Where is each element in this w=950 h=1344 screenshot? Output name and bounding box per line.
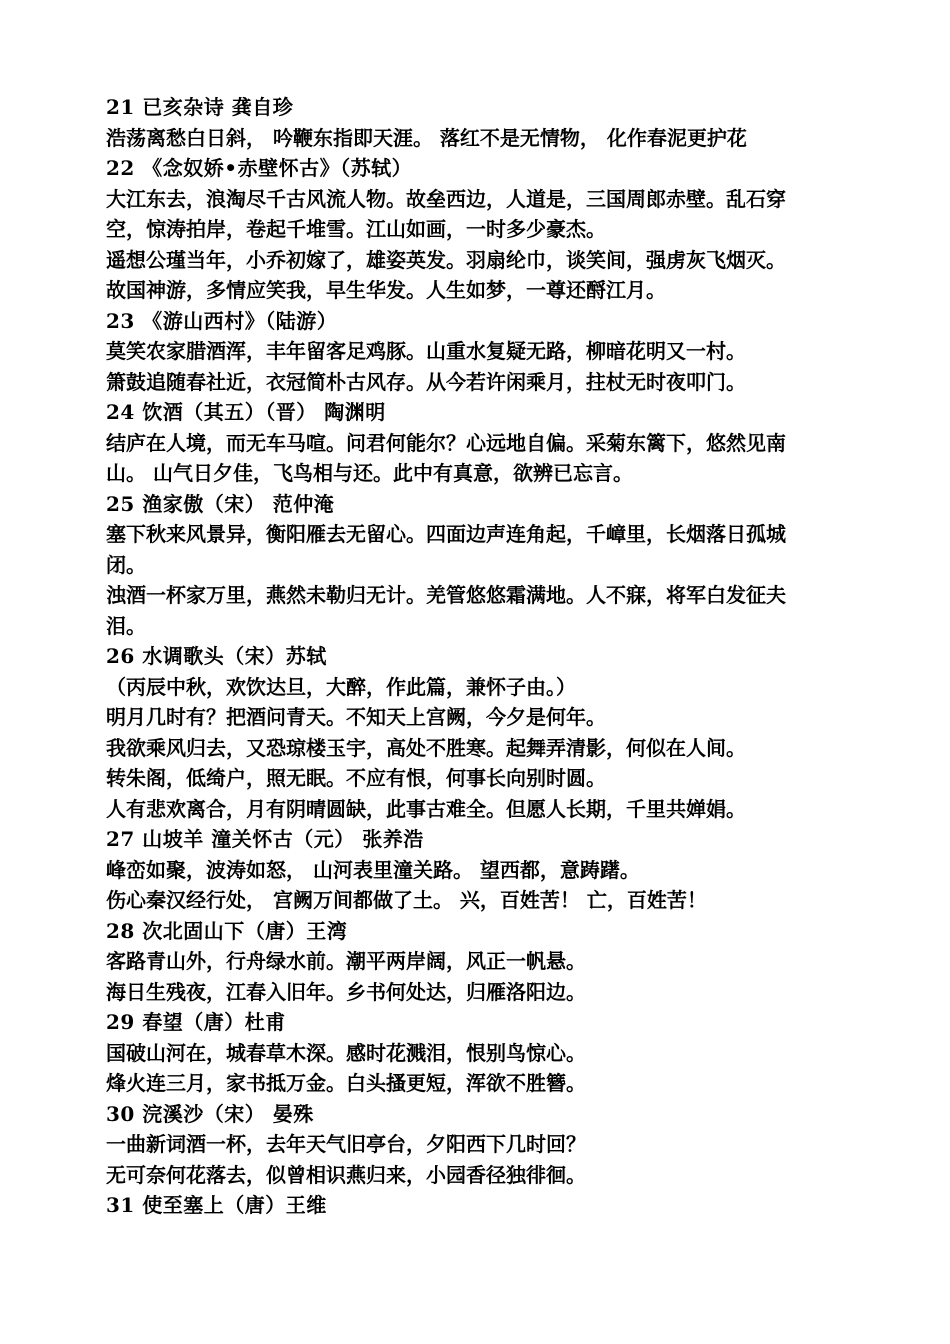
line-22: 转朱阁，低绮户，照无眠。不应有恨，何事长向别时圆。	[106, 766, 606, 790]
line-7: 23 《游山西村》（陆游）	[106, 308, 338, 333]
line-26: 伤心秦汉经行处， 宫阙万间都做了土。 兴，百姓苦！ 亡，百姓苦！	[106, 888, 707, 912]
line-18: 26 水调歌头（宋）苏轼	[106, 644, 327, 668]
line-9: 箫鼓追随春社近，衣冠简朴古风存。从今若许闲乘月，拄杖无时夜叩门。	[106, 369, 746, 394]
line-31: 国破山河在，城春草木深。感时花溅泪，恨别鸟惊心。	[106, 1040, 586, 1065]
line-32: 烽火连三月，家书抵万金。白头搔更短，浑欲不胜簪。	[106, 1071, 586, 1095]
line-27: 28 次北固山下（唐）王湾	[106, 918, 348, 943]
line-1: 浩荡离愁白日斜， 吟鞭东指即天涯。 落红不是无情物， 化作春泥更护花	[106, 125, 747, 150]
line-20: 明月几时有？把酒问青天。不知天上宫阙，今夕是何年。	[106, 705, 606, 729]
document-page	[106, 92, 876, 1221]
line-12: 山。 山气日夕佳，飞鸟相与还。此中有真意，欲辨已忘言。	[106, 461, 633, 485]
line-11: 结庐在人境，而无车马喧。问君何能尔？心远地自偏。采菊东篱下，悠然见南	[106, 430, 786, 455]
line-24: 27 山坡羊 潼关怀古（元） 张养浩	[106, 827, 424, 851]
line-36: 31 使至塞上（唐）王维	[106, 1193, 327, 1217]
line-25: 峰峦如聚，波涛如怒， 山河表里潼关路。 望西都，意踌躇。	[106, 857, 640, 882]
line-5: 遥想公瑾当年，小乔初嫁了，雄姿英发。羽扇纶巾，谈笑间，强虏灰飞烟灭。	[106, 247, 786, 272]
line-34: 一曲新词酒一杯，去年天气旧亭台，夕阳西下几时回？	[106, 1132, 586, 1156]
line-30: 29 春望（唐）杜甫	[106, 1010, 286, 1034]
line-28: 客路青山外，行舟绿水前。潮平两岸阔，风正一帆悬。	[106, 949, 586, 973]
line-17: 泪。	[106, 613, 146, 638]
line-4: 空，惊涛拍岸，卷起千堆雪。江山如画，一时多少豪杰。	[106, 217, 606, 241]
line-6: 故国神游，多情应笑我，早生华发。人生如梦，一尊还酹江月。	[106, 278, 666, 302]
line-15: 闭。	[106, 552, 146, 577]
line-35: 无可奈何花落去，似曾相识燕归来，小园香径独徘徊。	[106, 1162, 586, 1187]
line-29: 海日生残夜，江春入旧年。乡书何处达，归雁洛阳边。	[106, 979, 586, 1004]
line-14: 塞下秋来风景异，衡阳雁去无留心。四面边声连角起，千嶂里，长烟落日孤城	[106, 522, 786, 546]
line-19: （丙辰中秋，欢饮达旦，大醉，作此篇，兼怀子由。）	[106, 674, 576, 699]
line-13: 25 渔家傲（宋） 范仲淹	[106, 491, 335, 516]
line-0: 21 已亥杂诗 龚自珍	[106, 95, 294, 119]
line-8: 莫笑农家腊酒浑，丰年留客足鸡豚。山重水复疑无路，柳暗花明又一村。	[106, 339, 746, 363]
line-33: 30 浣溪沙（宋） 晏殊	[106, 1101, 314, 1126]
line-2: 22 《念奴娇•赤壁怀古》（苏轼）	[106, 156, 413, 180]
line-16: 浊酒一杯家万里，燕然未勒归无计。羌管悠悠霜满地。人不寐，将军白发征夫	[106, 583, 786, 607]
line-23: 人有悲欢离合，月有阴晴圆缺，此事古难全。但愿人长期，千里共婵娟。	[106, 796, 746, 821]
line-3: 大江东去，浪淘尽千古风流人物。故垒西边，人道是，三国周郎赤壁。乱石穿	[106, 186, 786, 211]
line-10: 24 饮酒（其五）（晋） 陶渊明	[106, 400, 386, 424]
line-21: 我欲乘风归去，又恐琼楼玉宇，高处不胜寒。起舞弄清影，何似在人间。	[106, 735, 746, 760]
